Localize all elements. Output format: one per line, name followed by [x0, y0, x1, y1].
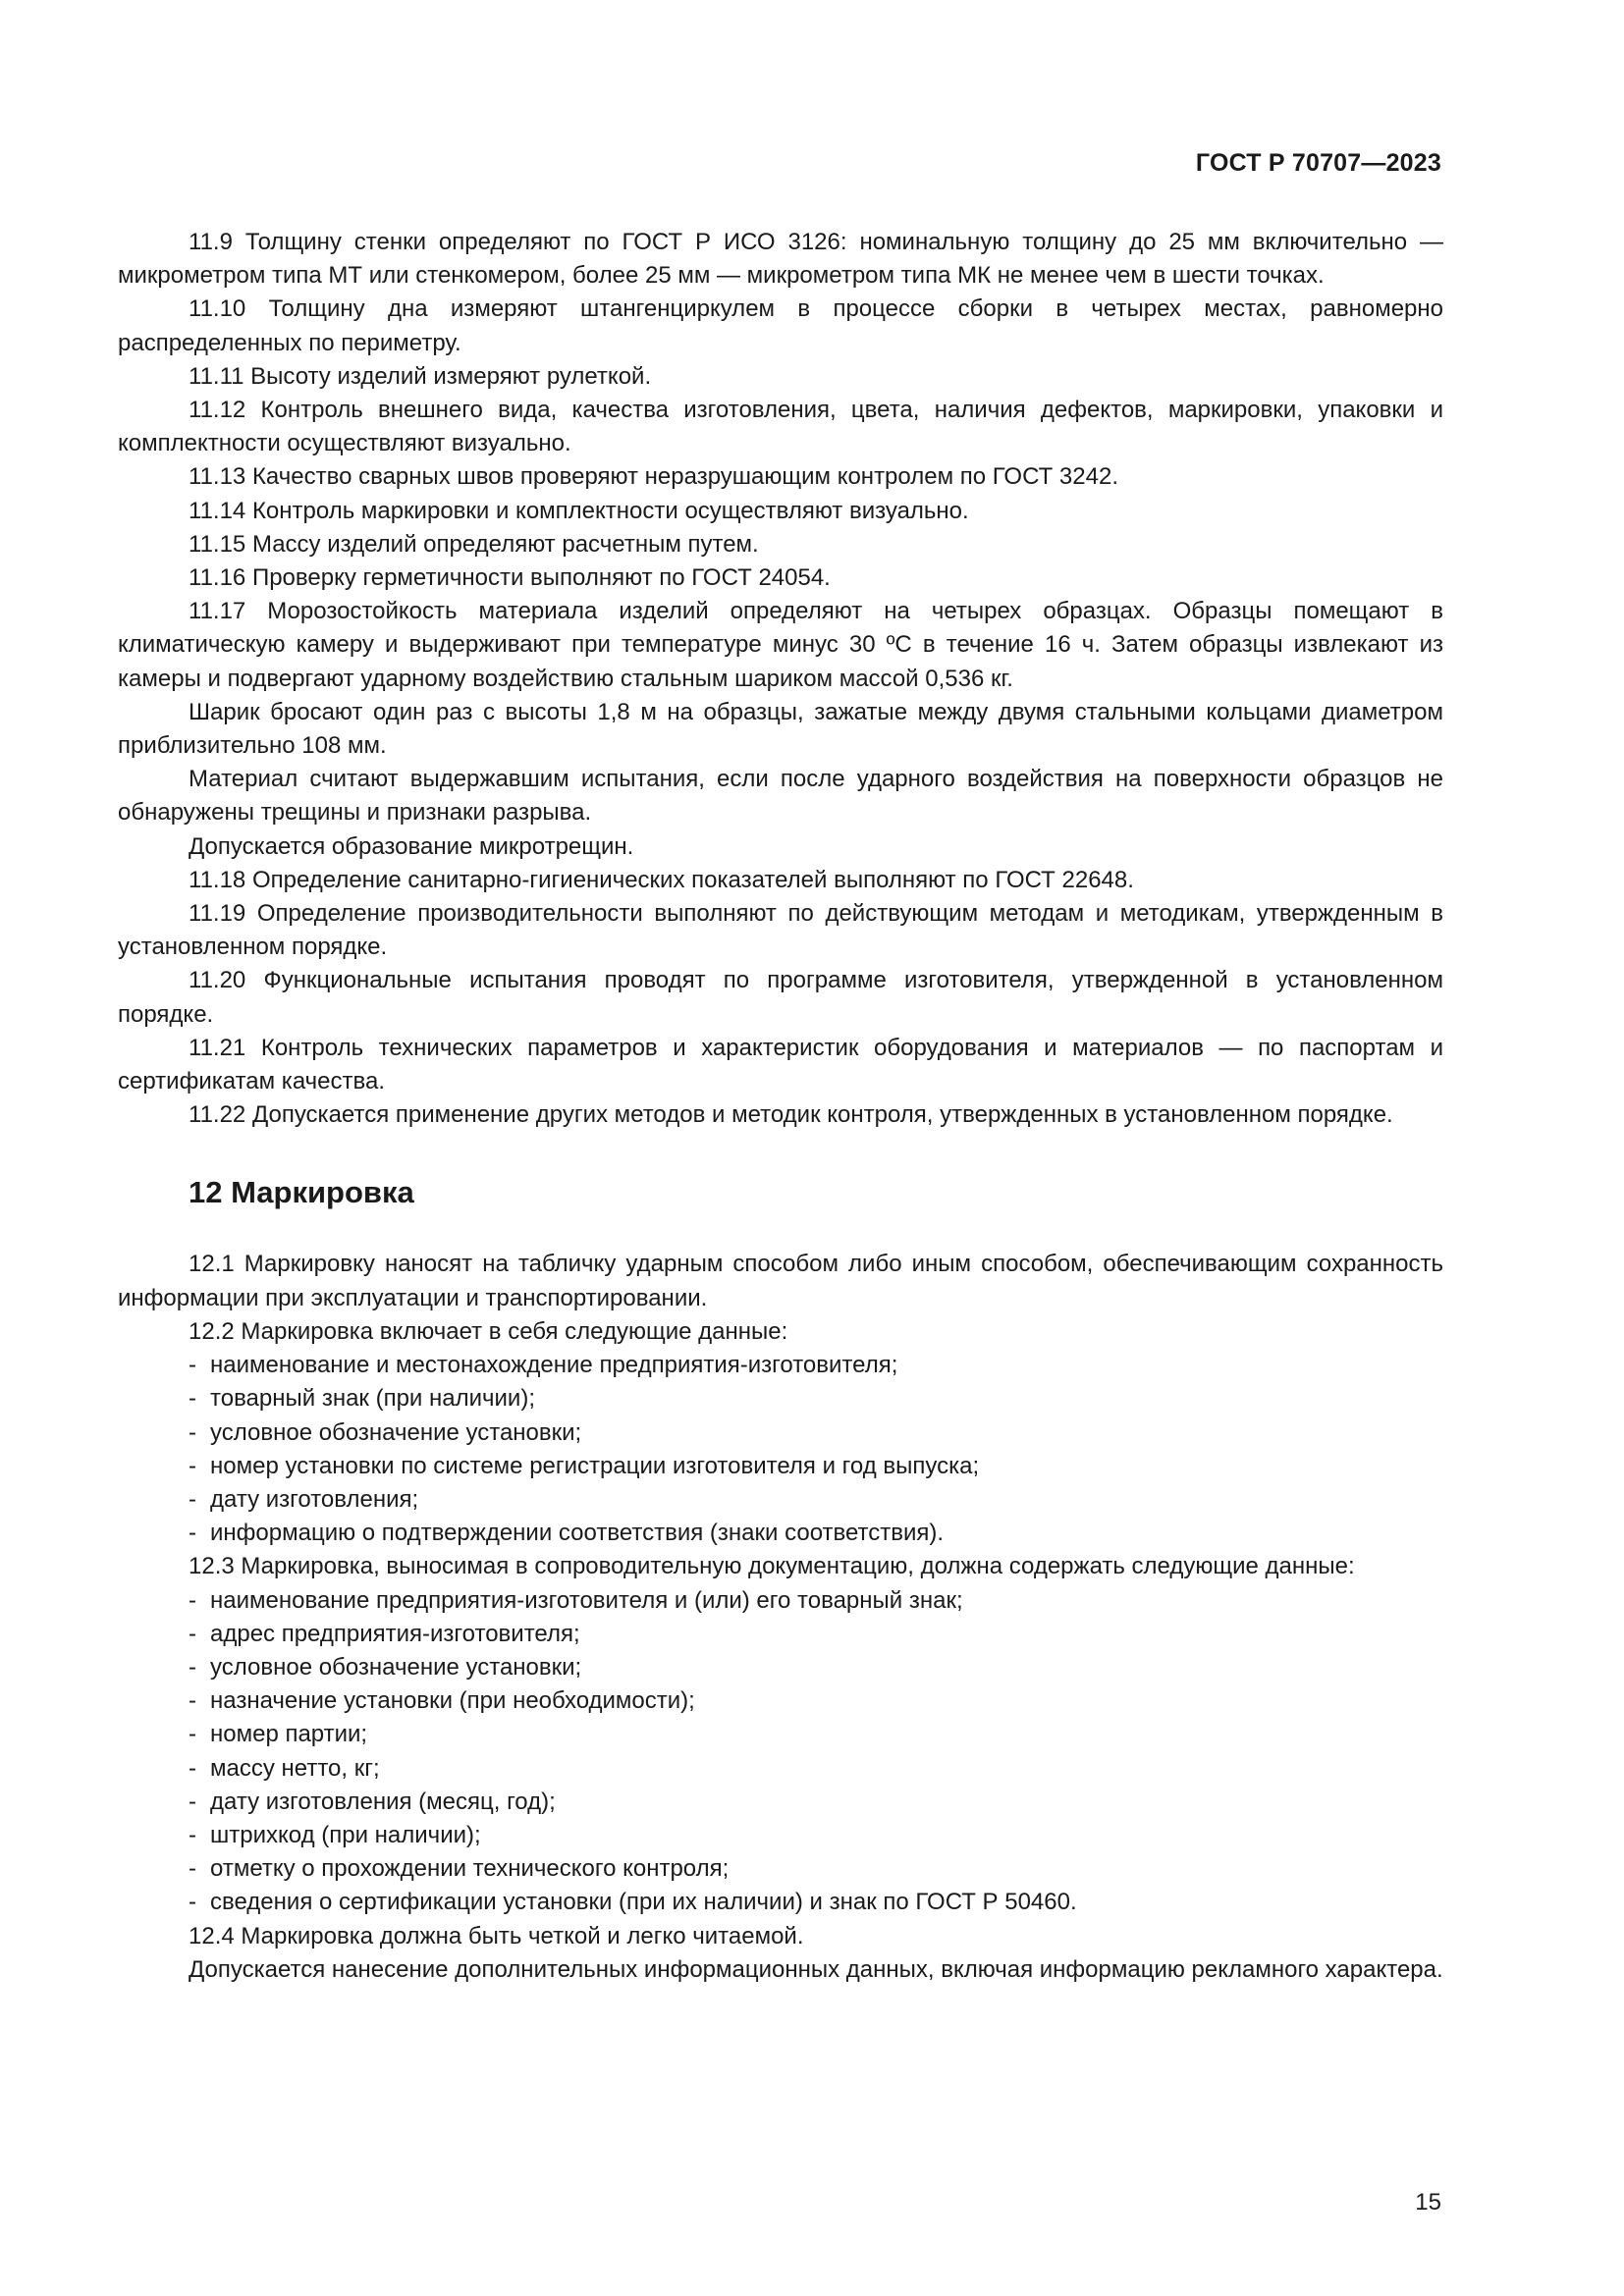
list-item: - информацию о подтверждении соответствия (знаки соответствия).	[189, 1520, 945, 1547]
paragraph-11-17: 11.17 Морозостойкость материала изделий определяют на четырех образцах. Образцы помещают в климатическую камеру и выдерживают при температуре минус 30 ºС в течение 16 ч. Затем образцы извлекают из камеры и подвергают ударному воздействию стальным шариком массой 0,536 кг.	[118, 598, 1443, 692]
list-item: - адрес предприятия-изготовителя;	[189, 1620, 580, 1647]
marking-data-list	[118, 1349, 1443, 1550]
paragraph-11-15: 11.15 Массу изделий определяют расчетным путем.	[189, 530, 759, 558]
paragraph-11-13: 11.13 Качество сварных швов проверяют неразрушающим контролем по ГОСТ 3242.	[189, 463, 1118, 491]
section-12-heading: 12 Маркировка	[189, 1175, 414, 1210]
document-code-header: ГОСТ Р 70707—2023	[1195, 149, 1441, 177]
paragraph-11-20: 11.20 Функциональные испытания проводят по программе изготовителя, утвержденной в установленном порядке.	[118, 967, 1443, 1028]
list-item: - дату изготовления;	[189, 1485, 419, 1513]
paragraph-11-17-ball: Шарик бросают один раз с высоты 1,8 м на образцы, зажатые между двумя стальными кольцами диаметром приблизительно 108 мм.	[118, 698, 1443, 760]
list-item: - наименование предприятия-изготовителя и (или) его товарный знак;	[189, 1586, 963, 1614]
list-item: - номер партии;	[189, 1721, 368, 1748]
document-body	[118, 226, 1443, 1987]
list-item: - назначение установки (при необходимости);	[189, 1687, 695, 1715]
list-item: - товарный знак (при наличии);	[189, 1385, 535, 1413]
list-item: - штрихкод (при наличии);	[189, 1821, 481, 1848]
paragraph-11-17-criteria: Материал считают выдержавшим испытания, если после ударного воздействия на поверхности образцов не обнаружены трещины и признаки разрыва.	[118, 766, 1443, 827]
list-item: - массу нетто, кг;	[189, 1754, 380, 1782]
list-item: - условное обозначение установки;	[189, 1653, 582, 1681]
paragraph-11-16: 11.16 Проверку герметичности выполняют по ГОСТ 24054.	[189, 564, 831, 592]
paragraph-11-12: 11.12 Контроль внешнего вида, качества изготовления, цвета, наличия дефектов, маркировки, упаковки и комплектности осуществляют визуально.	[118, 397, 1443, 457]
paragraph-12-2: 12.2 Маркировка включает в себя следующие данные:	[189, 1317, 788, 1345]
paragraph-11-11: 11.11 Высоту изделий измеряют рулеткой.	[189, 362, 652, 390]
paragraph-11-19: 11.19 Определение производительности выполняют по действующим методам и методикам, утвержденным в установленном порядке.	[118, 900, 1443, 961]
paragraph-11-21: 11.21 Контроль технических параметров и характеристик оборудования и материалов — по паспортам и сертификатам качества.	[118, 1034, 1443, 1095]
list-item: - сведения о сертификации установки (при их наличии) и знак по ГОСТ Р 50460.	[189, 1889, 1077, 1916]
paragraph-12-1: 12.1 Маркировку наносят на табличку ударным способом либо иным способом, обеспечивающим сохранность информации при эксплуатации и транспортировании.	[118, 1251, 1443, 1311]
paragraph-12-3: 12.3 Маркировка, выносимая в сопроводительную документацию, должна содержать следующие данные:	[189, 1553, 1355, 1580]
list-item: - дату изготовления (месяц, год);	[189, 1788, 556, 1815]
paragraph-11-18: 11.18 Определение санитарно-гигиенических показателей выполняют по ГОСТ 22648.	[189, 866, 1134, 893]
documentation-data-list	[118, 1584, 1443, 1920]
paragraph-11-17-microcracks: Допускается образование микротрещин.	[189, 832, 634, 860]
list-item: - номер установки по системе регистрации изготовителя и год выпуска;	[189, 1452, 980, 1479]
paragraph-11-22: 11.22 Допускается применение других методов и методик контроля, утвержденных в установленном порядке.	[189, 1101, 1393, 1129]
paragraph-11-10: 11.10 Толщину дна измеряют штангенциркулем в процессе сборки в четырех местах, равномерно распределенных по периметру.	[118, 295, 1443, 356]
list-item: - наименование и местонахождение предприятия-изготовителя;	[189, 1352, 898, 1379]
paragraph-11-14: 11.14 Контроль маркировки и комплектности осуществляют визуально.	[189, 497, 969, 524]
page-number: 15	[1415, 2189, 1441, 2216]
paragraph-11-9: 11.9 Толщину стенки определяют по ГОСТ Р ИСО 3126: номинальную толщину до 25 мм включительно — микрометром типа МТ или стенкомером, более 25 мм — микрометром типа МК не менее чем в шести точках.	[118, 229, 1443, 290]
list-item: - условное обозначение установки;	[189, 1418, 582, 1446]
list-item: - отметку о прохождении технического контроля;	[189, 1855, 730, 1883]
paragraph-12-4-additional: Допускается нанесение дополнительных информационных данных, включая информацию рекламного характера.	[189, 1955, 1443, 1983]
paragraph-12-4: 12.4 Маркировка должна быть четкой и легко читаемой.	[189, 1922, 804, 1949]
